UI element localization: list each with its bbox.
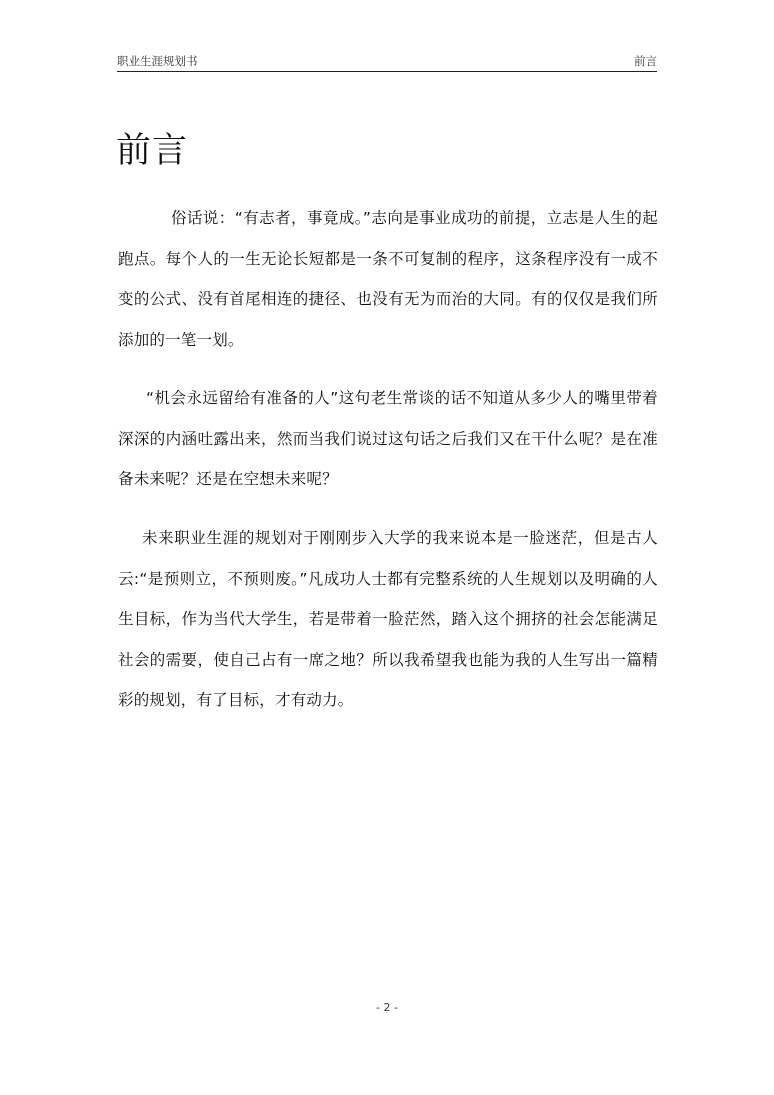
header-document-title: 职业生涯规划书: [117, 54, 198, 68]
page-header: [117, 53, 657, 71]
header-section-title: 前言: [634, 54, 657, 68]
header-divider: [117, 71, 657, 72]
page-number: - 2 -: [376, 1001, 398, 1014]
paragraph-2: “机会永远留给有准备的人”这句老生常谈的话不知道从多少人的嘴里带着深深的内涵吐露出来，然而当我们说过这句话之后我们又在干什么呢？是在准备未来呢？还是在空想未来呢？: [118, 389, 658, 488]
section-title: 前言: [116, 131, 189, 171]
paragraph-1: 俗话说：“有志者，事竟成。”志向是事业成功的前提，立志是人生的起跑点。每个人的一生无论长短都是一条不可复制的程序，这条程序没有一成不变的公式、没有首尾相连的捷径、也没有无为而治的大同。有的仅仅是我们所添加的一笔一划。: [118, 209, 658, 349]
paragraph-3: 未来职业生涯的规划对于刚刚步入大学的我来说本是一脸迷茫，但是古人云:“是预则立，不预则废。”凡成功人士都有完整系统的人生规划以及明确的人生目标，作为当代大学生，若是带着一脸茫然，踏入这个拥挤的社会怎能满足社会的需要，使自己占有一席之地？所以我希望我也能为我的人生写出一篇精彩的规划，有了目标，才有动力。: [118, 529, 658, 709]
